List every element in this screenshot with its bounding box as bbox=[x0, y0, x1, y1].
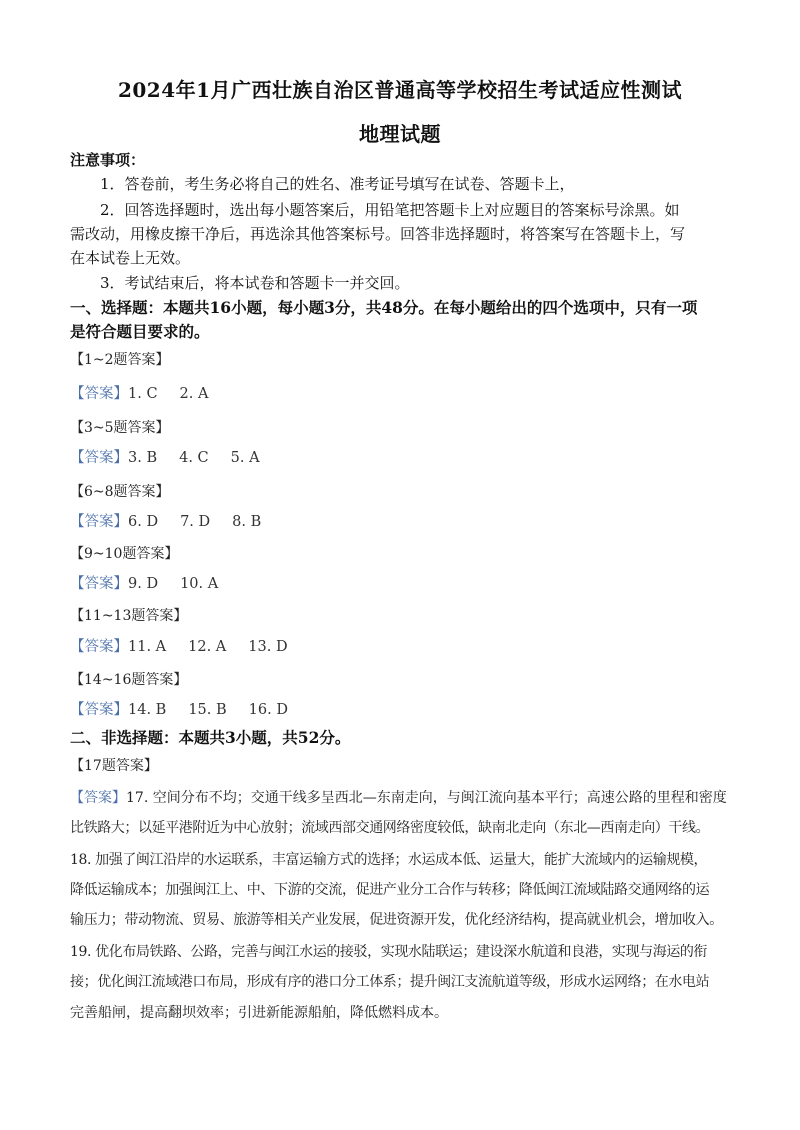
answer-item: 9. D bbox=[128, 576, 159, 592]
answer-row bbox=[70, 384, 738, 404]
notice-item-2-line-1: 2．回答选择题时，选出每小题答案后，用铅笔把答题卡上对应题目的答案标号涂黑。如 bbox=[100, 201, 680, 219]
notice-item-2-line-2: 需改动，用橡皮擦干净后，再选涂其他答案标号。回答非选择题时，将答案写在答题卡上，写 bbox=[70, 225, 686, 243]
answer-item: 1. C bbox=[128, 386, 158, 402]
exam-subtitle: 地理试题 bbox=[359, 122, 441, 146]
section2-heading: 二、非选择题：本题共3小题，共52分。 bbox=[70, 728, 351, 747]
answer-item: 3. B bbox=[128, 450, 158, 466]
group-label: 【11~13题答案】 bbox=[70, 608, 188, 624]
section1-heading-line-2: 是符合题目要求的。 bbox=[70, 322, 210, 341]
answer-item: 2. A bbox=[179, 386, 209, 402]
notice-item-1: 1．答卷前，考生务必将自己的姓名、准考证号填写在试卷、答题卡上， bbox=[100, 175, 575, 193]
answer-prefix: 【答案】 bbox=[70, 576, 128, 592]
answer-item: 10. A bbox=[180, 576, 219, 592]
answer-row bbox=[70, 574, 738, 594]
group-label: 【6~8题答案】 bbox=[70, 484, 170, 500]
essay-answer-line: 降低运输成本；加强闽江上、中、下游的交流，促进产业分工合作与转移；降低闽江流域陆路交通网络的运 bbox=[70, 882, 710, 898]
answer-row bbox=[70, 512, 738, 532]
essay-answer-line: 19. 优化布局铁路、公路，完善与闽江水运的接驳，实现水陆联运；建设深水航道和良港，实现与海运的衔 bbox=[70, 944, 708, 960]
answer-item: 5. A bbox=[230, 450, 260, 466]
answer-item: 14. B bbox=[128, 702, 167, 718]
answer-item: 13. D bbox=[248, 639, 288, 655]
answer-row bbox=[70, 448, 738, 468]
answer-prefix: 【答案】 bbox=[70, 450, 128, 466]
group-label: 【1~2题答案】 bbox=[70, 352, 170, 368]
answer-prefix: 【答案】 bbox=[70, 514, 128, 530]
essay-answer-line bbox=[70, 788, 738, 808]
group-label: 【3~5题答案】 bbox=[70, 420, 170, 436]
essay-answer-line: 完善船闸，提高翻坝效率；引进新能源船舶，降低燃料成本。 bbox=[70, 1005, 448, 1021]
essay-answer-line: 18. 加强了闽江沿岸的水运联系，丰富运输方式的选择；水运成本低、运量大，能扩大流域内的运输规模， bbox=[70, 852, 708, 868]
notice-heading: 注意事项： bbox=[70, 151, 146, 169]
exam-title: 2024年1月广西壮族自治区普通高等学校招生考试适应性测试 bbox=[117, 78, 683, 102]
notice-item-3: 3．考试结束后，将本试卷和答题卡一并交回。 bbox=[100, 274, 410, 292]
section1-heading-line-1: 一、选择题：本题共16小题，每小题3分，共48分。在每小题给出的四个选项中，只有一项 bbox=[70, 298, 698, 317]
group-label: 【14~16题答案】 bbox=[70, 672, 188, 688]
answer-item: 7. D bbox=[180, 514, 211, 530]
answer-prefix: 【答案】 bbox=[70, 702, 128, 718]
answer-row bbox=[70, 700, 738, 720]
group-label: 【17题答案】 bbox=[70, 758, 158, 774]
answer-item: 11. A bbox=[128, 639, 167, 655]
answer-prefix: 【答案】 bbox=[70, 386, 128, 402]
answer-item: 8. B bbox=[232, 514, 262, 530]
notice-item-2-line-3: 在本试卷上无效。 bbox=[70, 249, 191, 267]
essay-answer-line: 比铁路大；以延平港附近为中心放射；流域西部交通网络密度较低，缺南北走向（东北—西南走向）干线。 bbox=[70, 820, 710, 836]
answer-item: 16. D bbox=[248, 702, 288, 718]
answer-item: 12. A bbox=[188, 639, 227, 655]
essay-answer-line: 输压力；带动物流、贸易、旅游等相关产业发展，促进资源开发，优化经济结构，提高就业机会，增加收入。 bbox=[70, 912, 723, 928]
answer-item: 4. C bbox=[179, 450, 209, 466]
answer-row bbox=[70, 637, 738, 657]
answer-prefix: 【答案】 bbox=[70, 790, 126, 806]
answer-item: 15. B bbox=[188, 702, 227, 718]
answer-text: 17. 空间分布不均；交通干线多呈西北—东南走向，与闽江流向基本平行；高速公路的里程和密度 bbox=[126, 790, 727, 806]
answer-prefix: 【答案】 bbox=[70, 639, 128, 655]
group-label: 【9~10题答案】 bbox=[70, 546, 179, 562]
essay-answer-line: 接；优化闽江流域港口布局，形成有序的港口分工体系；提升闽江支流航道等级，形成水运网络；在水电站 bbox=[70, 974, 710, 990]
answer-item: 6. D bbox=[128, 514, 159, 530]
